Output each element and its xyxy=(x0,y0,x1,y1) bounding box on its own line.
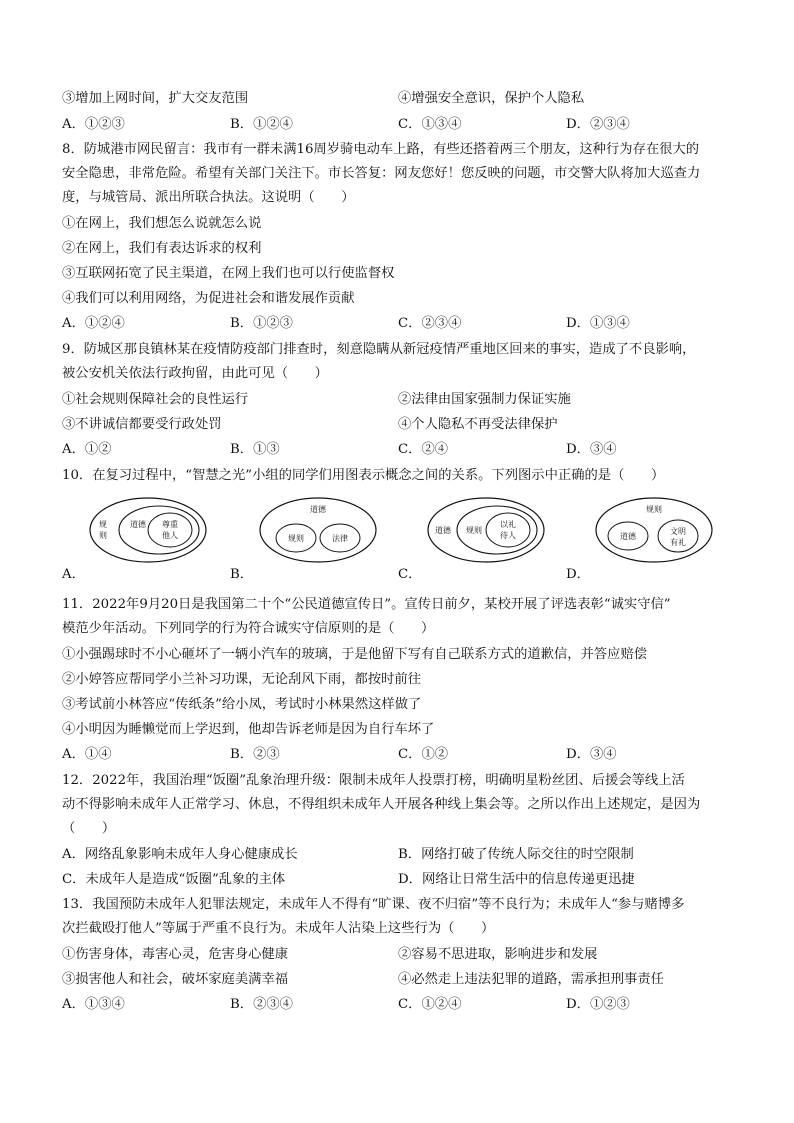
q9-stem-line-1: 9．防城区那良镇林某在疫情防疫部门排查时，刻意隐瞒从新冠疫情严重地区回来的事实，造成了不良影响， xyxy=(62,342,696,357)
q10-option-d-label: D． xyxy=(566,567,590,582)
q12-stem-line-1: 12．2022年，我国治理“饭圈”乱象治理升级：限制未成年人投票打榜，明确明星粉丝团、后援会等线上活 xyxy=(62,773,685,788)
q13-statement-3: ③损害他人和社会，破坏家庭美满幸福 xyxy=(62,972,289,987)
q11-statement-4: ④小明因为睡懒觉而上学迟到，他却告诉老师是因为自行车坏了 xyxy=(62,722,435,737)
q11-stem-line-2: 模范少年活动。下列同学的行为符合诚实守信原则的是（ ） xyxy=(62,621,435,636)
q9-statement-2: ②法律由国家强制力保证实施 xyxy=(398,392,571,407)
q8-option-b: B．①②③ xyxy=(230,316,293,331)
q12-option-d: D．网络让日常生活中的信息传递更迅捷 xyxy=(398,872,635,887)
q9-option-d: D．③④ xyxy=(566,442,617,457)
q10-option-c-label: C． xyxy=(398,567,422,582)
q11-option-a: A．①④ xyxy=(62,747,112,762)
q13-stem-line-1: 13．我国预防未成年人犯罪法规定，未成年人不得有“旷课、夜不归宿”等不良行为；未成年人“参与赌博多 xyxy=(62,897,685,912)
diagram-c-middle-text: 规则 xyxy=(466,526,482,535)
q12-option-b: B．网络打破了传统人际交往的时空限制 xyxy=(398,847,634,862)
q8-option-c: C．②③④ xyxy=(398,316,462,331)
q9-option-a: A．①② xyxy=(62,442,112,457)
q12-stem-line-2: 动不得影响未成年人正常学习、休息，不得组织未成年人开展各种线上集会等。之所以作出上述规定，是因为 xyxy=(62,797,701,812)
q10-stem: 10．在复习过程中，“智慧之光”小组的同学们用图表示概念之间的关系。下列图示中正确的是（ ） xyxy=(62,468,665,483)
q11-statement-3: ③考试前小林答应“传纸条”给小凤，考试时小林果然这样做了 xyxy=(62,697,422,712)
q13-statement-4: ④必然走上违法犯罪的道路，需承担刑事责任 xyxy=(398,972,664,987)
q10-diagram-c xyxy=(424,494,548,566)
diagram-d-right-text-1: 文明 xyxy=(670,527,686,536)
q11-statement-1: ①小强踢球时不小心砸坏了一辆小汽车的玻璃，于是他留下写有自己联系方式的道歉信，并答应赔偿 xyxy=(62,647,648,662)
q11-option-d: D．③④ xyxy=(566,747,617,762)
q11-statement-2: ②小婷答应帮同学小兰补习功课，无论刮风下雨，都按时前往 xyxy=(62,672,422,687)
q13-option-c: C．①②④ xyxy=(398,997,462,1012)
q10-option-b-label: B． xyxy=(230,567,254,582)
q12-stem-line-3: （ ） xyxy=(62,821,116,836)
q10-option-a-label: A． xyxy=(62,567,85,582)
q13-statement-2: ②容易不思进取，影响进步和发展 xyxy=(398,947,598,962)
q8-statement-4: ④我们可以利用网络，为促进社会和谐发展作贡献 xyxy=(62,291,355,306)
diagram-c-inner-text-1: 以礼 xyxy=(500,520,516,529)
q8-statement-1: ①在网上，我们想怎么说就怎么说 xyxy=(62,216,262,231)
q7-statement-3: ③增加上网时间，扩大交友范围 xyxy=(62,91,249,106)
diagram-a-middle-ellipse xyxy=(119,506,199,554)
q8-statement-2: ②在网上，我们有表达诉求的权利 xyxy=(62,241,262,256)
diagram-d-right-text-2: 有礼 xyxy=(670,538,686,547)
diagram-c-outer-text: 道德 xyxy=(435,526,451,535)
q10-diagram-b xyxy=(256,494,380,566)
q13-option-b: B．②③④ xyxy=(230,997,293,1012)
q7-option-d: D．②③④ xyxy=(566,117,630,132)
q9-statement-1: ①社会规则保障社会的良性运行 xyxy=(62,392,249,407)
diagram-b-left-text: 规则 xyxy=(288,534,304,543)
q13-statement-1: ①伤害身体，毒害心灵，危害身心健康 xyxy=(62,947,289,962)
diagram-c-inner-ellipse xyxy=(486,513,530,547)
diagram-b-outer-text: 道德 xyxy=(310,505,326,514)
q11-option-c: C．①② xyxy=(398,747,449,762)
q9-statement-4: ④个人隐私不再受法律保护 xyxy=(398,417,558,432)
q7-option-a: A．①②③ xyxy=(62,117,125,132)
q9-option-c: C．②④ xyxy=(398,442,449,457)
q8-statement-3: ③互联网拓宽了民主渠道，在网上我们也可以行使监督权 xyxy=(62,266,395,281)
q8-stem-line-3: 度，与城管局、派出所联合执法。这说明（ ） xyxy=(62,190,355,205)
q9-stem-line-2: 被公安机关依法行政拘留，由此可见（ ） xyxy=(62,366,328,381)
diagram-d-outer-text: 规则 xyxy=(646,505,662,514)
q13-stem-line-2: 次拦截殴打他人”等属于严重不良行为。未成年人沾染上这些行为（ ） xyxy=(62,921,495,936)
q9-option-b: B．①③ xyxy=(230,442,280,457)
q8-stem-line-1: 8．防城港市网民留言：我市有一群未满16周岁骑电动车上路，有些还搭着两三个朋友，这种行为存在很大的 xyxy=(62,142,700,157)
diagram-d-left-text: 道德 xyxy=(620,532,636,541)
diagram-a-outer-text: 规则 xyxy=(99,520,107,540)
q7-statement-4: ④增强安全意识，保护个人隐私 xyxy=(398,91,585,106)
q7-option-b: B．①②④ xyxy=(230,117,293,132)
q10-diagram-d xyxy=(592,494,716,566)
q12-option-c: C．未成年人是造成“饭圈”乱象的主体 xyxy=(62,872,286,887)
q7-option-c: C．①③④ xyxy=(398,117,462,132)
q11-option-b: B．②③ xyxy=(230,747,280,762)
q12-option-a: A．网络乱象影响未成年人身心健康成长 xyxy=(62,847,298,862)
q8-option-d: D．①③④ xyxy=(566,316,630,331)
diagram-c-inner-text-2: 待人 xyxy=(500,531,516,540)
q9-statement-3: ③不讲诚信都要受行政处罚 xyxy=(62,417,222,432)
q11-stem-line-1: 11．2022年9月20日是我国第二十个“公民道德宣传日”。宣传日前夕，某校开展了评选表彰“诚实守信” xyxy=(62,597,671,612)
q13-option-d: D．①②③ xyxy=(566,997,630,1012)
q8-option-a: A．①②④ xyxy=(62,316,125,331)
diagram-a-inner-ellipse xyxy=(148,513,192,547)
q8-stem-line-2: 安全隐患，非常危险。希望有关部门关注下。市长答复：网友您好！您反映的问题，市交警大队将加大巡查力 xyxy=(62,166,701,181)
diagram-a-inner-text-2: 他人 xyxy=(162,531,178,540)
diagram-d-right-ellipse xyxy=(658,520,698,552)
diagram-a-middle-text: 道德 xyxy=(130,520,146,529)
diagram-b-right-text: 法律 xyxy=(332,534,348,543)
q13-option-a: A．①③④ xyxy=(62,997,125,1012)
diagram-a-inner-text-1: 尊重 xyxy=(162,520,178,529)
q10-diagram-a xyxy=(86,494,210,566)
